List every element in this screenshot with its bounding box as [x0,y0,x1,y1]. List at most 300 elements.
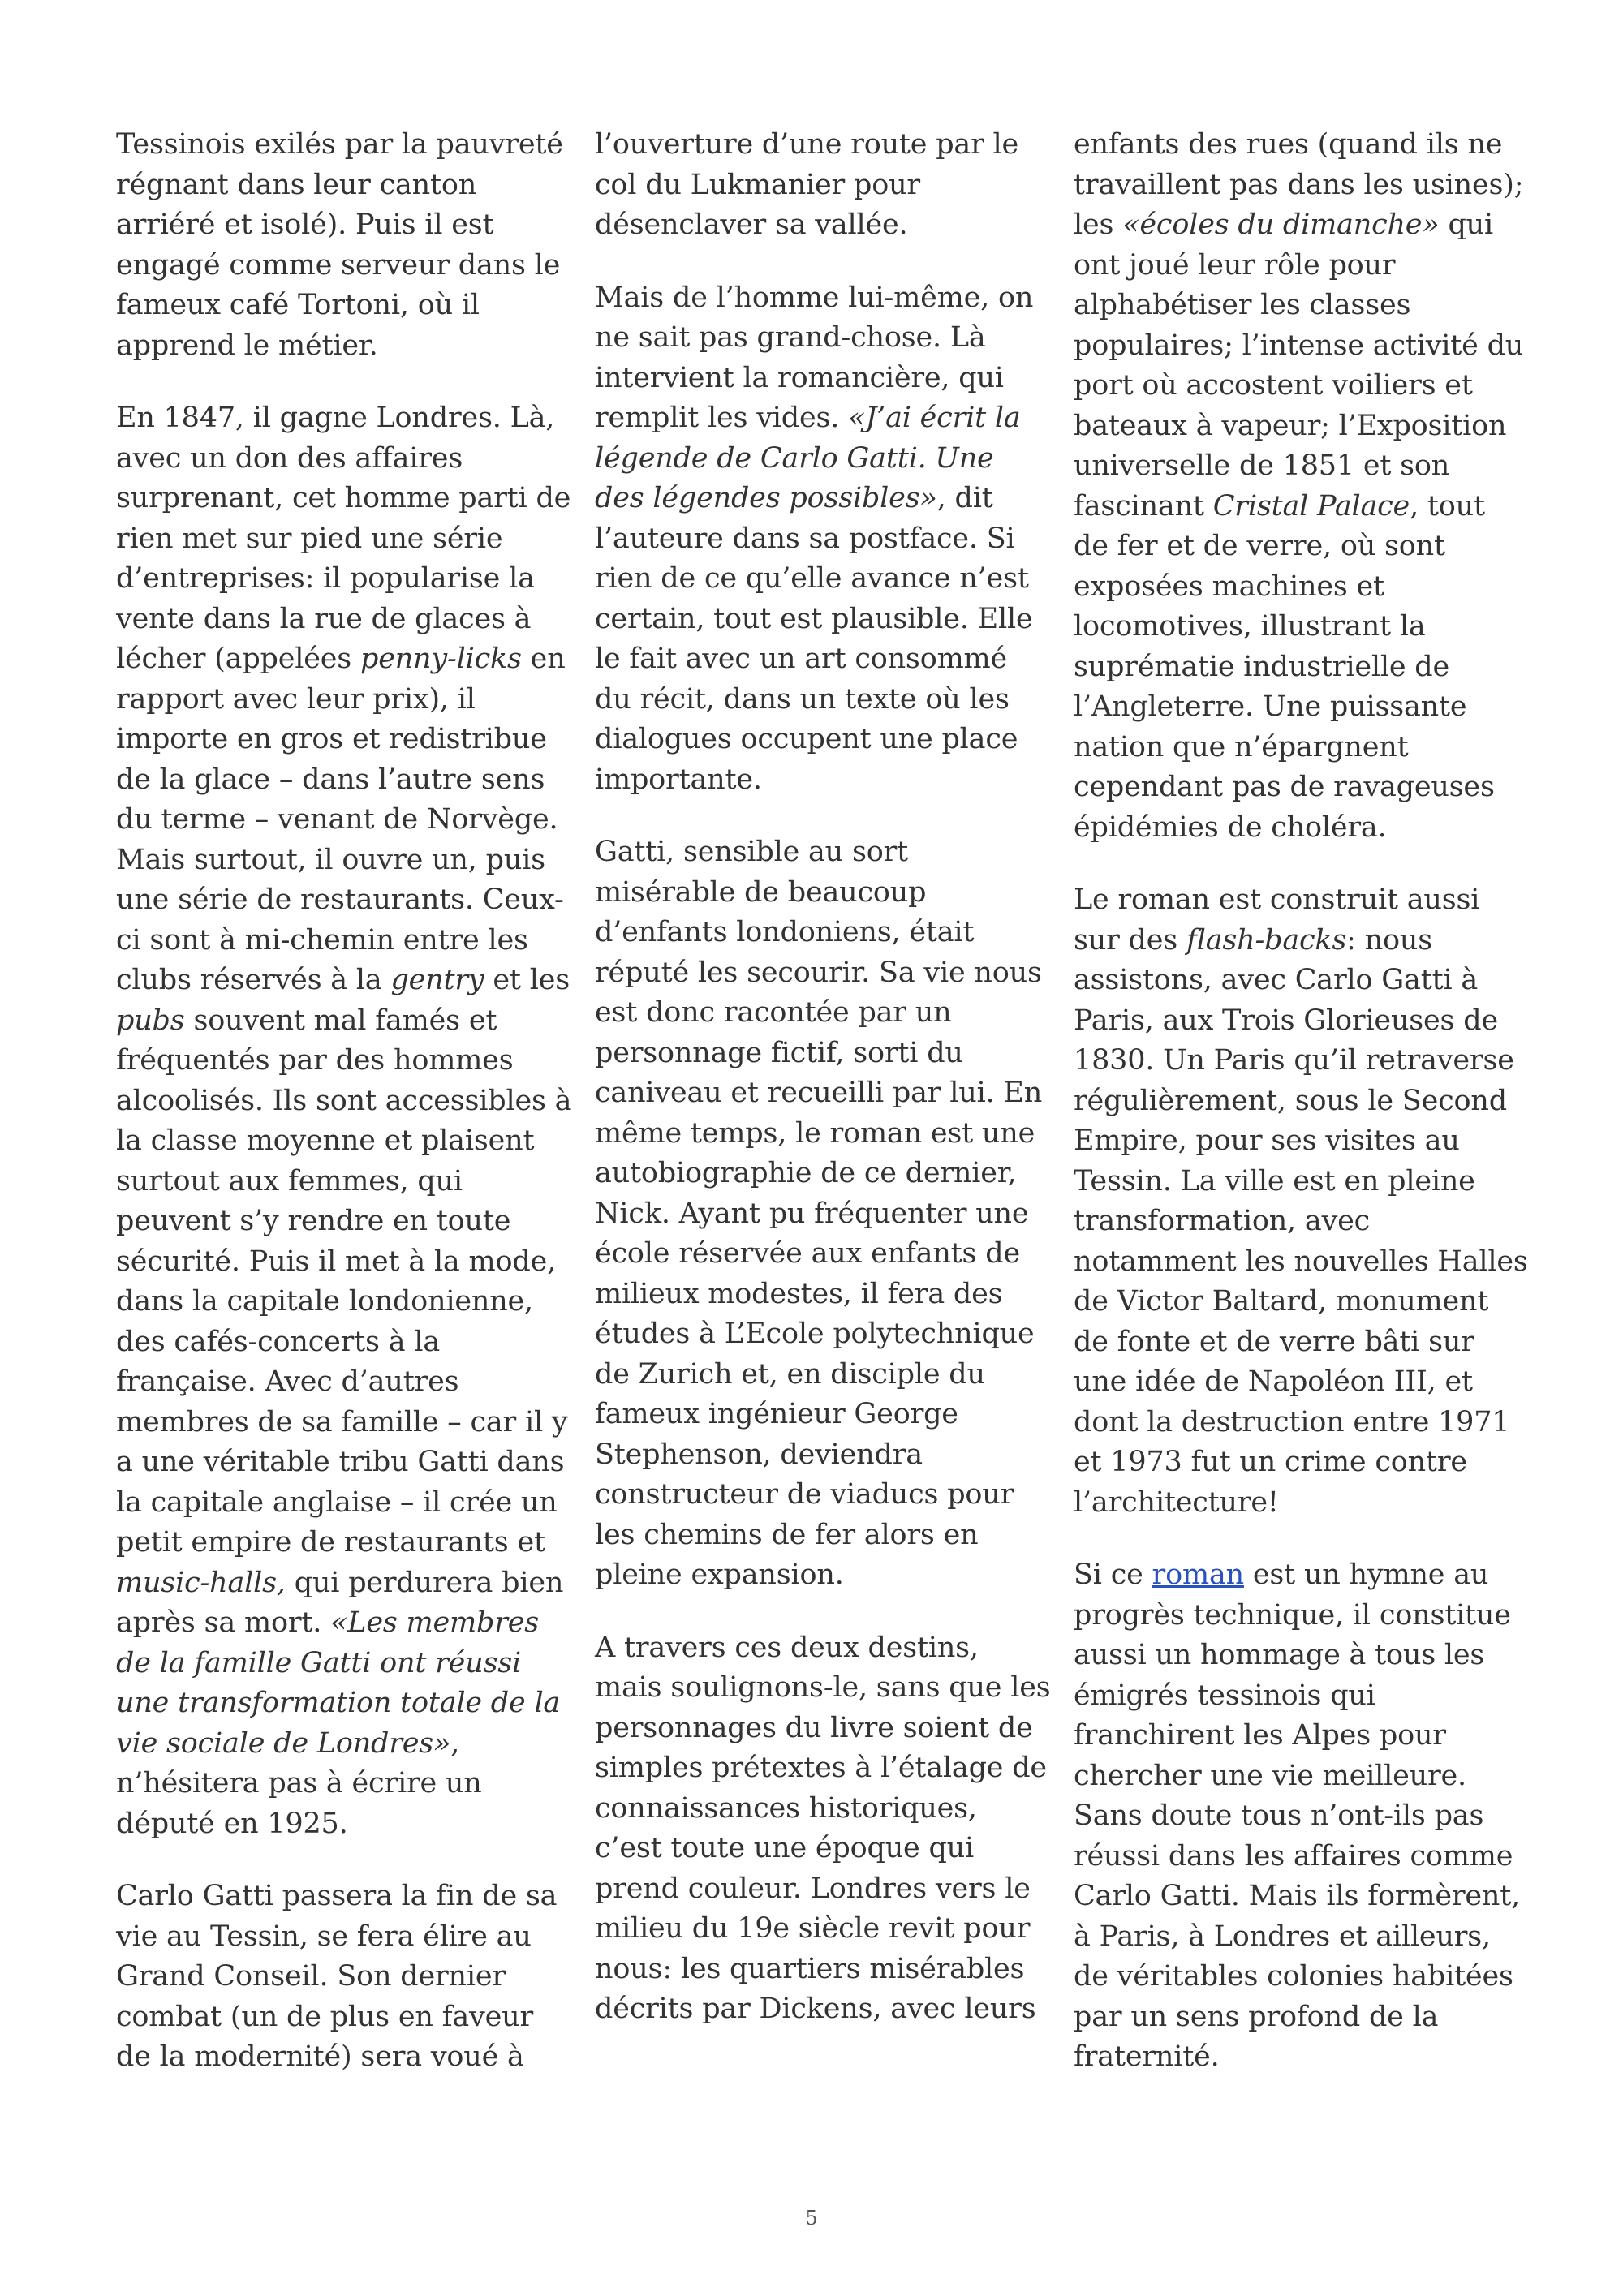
text-run: personnages du livre soient de [595,1711,1033,1744]
text-line [116,1121,575,1162]
text-run: Si ce [1074,1559,1152,1591]
text-run: Gatti, sensible au sort [595,836,908,868]
text-run: Carlo Gatti passera la fin de sa [116,1880,558,1912]
text-line [595,680,1053,720]
text-line [595,1628,1053,1669]
text-line [595,1395,1053,1435]
text-line [1074,205,1532,246]
text-line [1074,1041,1532,1081]
text-line [116,1804,575,1845]
text-run: une idée de Napoléon III, et [1074,1365,1473,1398]
text-line [116,479,575,519]
text-line [595,993,1053,1034]
text-line [1074,1877,1532,1917]
text-run: intervient la romancière, qui [595,361,1004,394]
text-line [116,921,575,961]
text-run: sécurité. Puis il met à la mode, [116,1245,557,1278]
text-line [595,913,1053,953]
text-line [1074,2037,1532,2078]
text-run: autobiographie de ce dernier, [595,1157,1017,1189]
text-line [1074,406,1532,447]
text-line [1074,366,1532,406]
text-line [595,1475,1053,1516]
text-run: misérable de beaucoup [595,875,927,909]
text-line [595,1073,1053,1114]
text-run: Le roman est construit aussi [1074,884,1480,916]
text-run: alphabétiser les classes [1074,289,1411,321]
text-line [595,1789,1053,1829]
italic-text: une transformation totale de la [116,1687,561,1719]
paragraph [1074,880,1532,1523]
text-line [1074,1796,1532,1837]
text-line [116,841,575,881]
text-run: de Victor Baltard, monument [1074,1285,1489,1318]
text-run: même temps, le roman est une [595,1116,1035,1150]
text-line [116,398,575,439]
italic-text: vie sociale de Londres» [116,1726,451,1760]
text-run: lécher (appelées [116,643,360,675]
text-line [116,1764,575,1804]
text-line [1074,1001,1532,1042]
text-line [595,1154,1053,1194]
text-run: d’enfants londoniens, était [595,916,975,948]
text-run: à Paris, à Londres et ailleurs, [1074,1920,1491,1953]
text-line [116,166,575,206]
text-run: émigrés tessinois qui [1074,1679,1375,1712]
text-line [595,1314,1053,1355]
text-run: En 1847, il gagne Londres. Là, [116,402,555,434]
text-line [116,760,575,801]
text-run: régnant dans leur canton [116,168,477,201]
text-run: suprématie industrielle de [1074,650,1449,683]
text-line [595,1114,1053,1154]
paragraph [116,1877,575,2078]
text-run: la capitale anglaise – il crée un [116,1486,558,1519]
italic-text: music-halls, [116,1566,286,1599]
text-line [1074,1282,1532,1322]
text-run: dans la capitale londonienne, [116,1285,533,1318]
text-run: alcoolisés. Ils sont accessibles à [116,1084,572,1117]
text-line [1074,607,1532,647]
text-line [595,1355,1053,1395]
text-line [1074,1756,1532,1797]
text-line [116,1001,575,1042]
text-run: fraternité. [1074,2040,1220,2073]
text-run: petit empire de restaurants et [116,1526,545,1559]
text-line [116,880,575,921]
text-run: ci sont à mi-chemin entre les [116,923,528,957]
text-run: dialogues occupent une place [595,723,1018,755]
paragraph [595,832,1053,1596]
text-run: port où accostent voiliers et [1074,369,1473,402]
text-run: désenclaver sa vallée. [595,209,908,241]
italic-text: légende de Carlo Gatti. Une [595,441,994,475]
text-line [595,559,1053,600]
text-run: personnage fictif, sorti du [595,1036,963,1069]
text-line [116,1162,575,1202]
text-line [595,720,1053,760]
page-number: 5 [805,2207,818,2229]
text-run: Carlo Gatti. Mais ils formèrent, [1074,1880,1521,1912]
text-run: engagé comme serveur dans le [116,248,561,282]
text-run: 1830. Un Paris qu’il retraverse [1074,1044,1514,1077]
text-line [1074,1596,1532,1636]
text-run: simples prétextes à l’étalage de [595,1752,1047,1784]
italic-text: Cristal Palace [1212,489,1410,522]
text-run: qui perdurera bien [285,1566,564,1599]
text-line [595,205,1053,246]
text-line [595,1194,1053,1235]
text-run: du terme – venant de Norvège. [116,803,558,836]
text-line [1074,1555,1532,1596]
text-run: de Zurich et, en disciple du [595,1357,985,1391]
text-line [116,720,575,760]
text-line [116,519,575,560]
text-line [595,1555,1053,1596]
text-line [1074,1716,1532,1756]
text-run: Empire, pour ses visites au [1074,1124,1460,1157]
text-run: en [521,643,566,675]
text-line [116,1362,575,1403]
text-line [116,439,575,479]
text-line [116,326,575,367]
text-line [116,680,575,720]
text-run: réussi dans les affaires comme [1074,1839,1513,1872]
text-run: et les [484,964,570,996]
text-line [1074,687,1532,728]
text-line [116,1483,575,1524]
text-run: clubs réservés à la [116,964,391,996]
text-run: est un hymne au [1243,1559,1489,1591]
text-run: Paris, aux Trois Glorieuses de [1074,1004,1498,1037]
text-run: qui [1439,209,1494,241]
text-run: vie au Tessin, se fera élire au [116,1920,532,1953]
text-line [595,1869,1053,1910]
text-line [595,639,1053,680]
text-run: transformation, avec [1074,1205,1371,1237]
text-line [1074,1443,1532,1483]
text-run: fréquentés par des hommes [116,1044,514,1077]
text-run: sur des [1074,923,1186,957]
text-line [1074,1957,1532,1997]
text-line [116,1997,575,2038]
text-line [595,1234,1053,1275]
text-line [116,1081,575,1122]
text-run: mais soulignons-le, sans que les [595,1671,1051,1704]
paragraph [116,398,575,1844]
text-line [116,559,575,600]
text-run: fameux café Tortoni, où il [116,289,480,321]
text-run: assistons, avec Carlo Gatti à [1074,964,1479,996]
text-line [595,832,1053,873]
text-run: l’Angleterre. Une puissante [1074,690,1467,723]
text-line [1074,246,1532,286]
text-run: aussi un hommage à tous les [1074,1639,1485,1671]
text-run: école réservée aux enfants de [595,1237,1020,1270]
text-run: l’architecture! [1074,1486,1279,1519]
text-run: régulièrement, sous le Second [1074,1084,1507,1117]
text-run: caniveau et recueilli par lui. En [595,1077,1043,1109]
text-run: Mais de l’homme lui-même, on [595,281,1034,314]
text-line [116,1644,575,1684]
text-line [1074,286,1532,326]
italic-text: de la famille Gatti ont réussi [116,1646,522,1679]
text-run: une série de restaurants. Ceux- [116,884,564,916]
text-line [1074,1997,1532,2038]
text-run: cependant pas de ravageuses [1074,771,1495,803]
text-line [595,318,1053,359]
paragraph [595,125,1053,246]
text-line [595,953,1053,994]
text-run: surprenant, cet homme parti de [116,482,571,514]
text-column-2 [595,125,1053,2062]
text-line [116,1917,575,1958]
text-run: française. Avec d’autres [116,1365,459,1398]
text-run: de la modernité) sera voué à [116,2040,524,2073]
text-line [116,800,575,841]
text-line [116,1322,575,1363]
text-run: populaires; l’intense activité du [1074,329,1524,362]
italic-text: pubs [116,1004,185,1037]
text-line [595,166,1053,206]
text-run: n’hésitera pas à écrire un [116,1767,482,1799]
text-line [1074,808,1532,849]
text-line [1074,647,1532,688]
text-run: après sa mort. [116,1606,331,1639]
text-run: arriéré et isolé). Puis il est [116,209,494,241]
text-run: les [1074,209,1123,241]
paragraph [595,1628,1053,2030]
text-line [116,1282,575,1322]
text-line [595,1829,1053,1869]
text-line [116,1403,575,1443]
text-line [116,1443,575,1483]
text-run: fascinant [1074,489,1213,522]
paragraph [116,125,575,366]
text-line [1074,1917,1532,1958]
text-run: apprend le métier. [116,329,378,362]
text-run: de fer et de verre, où sont [1074,530,1445,562]
text-run: Mais surtout, il ouvre un, puis [116,843,545,876]
italic-text: «écoles du dimanche» [1122,209,1440,241]
text-line [595,1909,1053,1950]
text-run: l’auteure dans sa postface. Si [595,522,1015,555]
text-run: constructeur de viaducs pour [595,1478,1014,1511]
text-run: fameux ingénieur George [595,1398,958,1430]
text-run: rien met sur pied une série [116,522,503,555]
text-line [595,278,1053,319]
text-line [595,1709,1053,1749]
text-line [595,760,1053,801]
text-run: , dit [936,482,993,514]
text-line [595,1668,1053,1709]
text-run: études à L’Ecole polytechnique [595,1318,1035,1350]
text-run: c’est toute une époque qui [595,1832,975,1864]
text-line [1074,567,1532,608]
text-run: nous: les quartiers misérables [595,1952,1025,1985]
text-line [116,639,575,680]
text-line [595,1435,1053,1476]
text-run: combat (un de plus en faveur [116,2000,534,2033]
text-line [595,125,1053,166]
text-line [1074,1322,1532,1363]
text-run: d’entreprises: il popularise la [116,562,535,595]
text-run: décrits par Dickens, avec leurs [595,1993,1036,2025]
text-run: est donc racontée par un [595,996,952,1029]
text-line [116,286,575,326]
text-run: vente dans la rue de glaces à [116,602,532,635]
text-run: nation que n’épargnent [1074,730,1409,763]
text-run: notamment les nouvelles Halles [1074,1245,1528,1278]
text-run: enfants des rues (quand ils ne [1074,128,1503,161]
text-line [116,1683,575,1724]
text-line [1074,527,1532,567]
text-line [116,961,575,1001]
text-run: Tessin. La ville est en pleine [1074,1164,1475,1197]
text-run: et 1973 fut un crime contre [1074,1446,1467,1478]
text-line [116,1957,575,1997]
text-run: de fonte et de verre bâti sur [1074,1325,1474,1358]
paragraph [1074,125,1532,848]
text-line [116,1563,575,1604]
text-run: connaissances historiques, [595,1791,977,1825]
text-run: remplit les vides. [595,402,849,434]
text-line [116,1877,575,1917]
text-line [116,125,575,166]
text-run: membres de sa famille – car il y [116,1405,568,1438]
text-line [1074,1403,1532,1443]
text-line [1074,728,1532,768]
text-run: dont la destruction entre 1971 [1074,1405,1510,1438]
text-run: universelle de 1851 et son [1074,449,1450,482]
roman-link[interactable]: roman [1152,1559,1244,1591]
text-line [595,359,1053,399]
text-run: Stephenson, deviendra [595,1438,923,1471]
text-run: du récit, dans un texte où les [595,682,1010,716]
text-run: col du Lukmanier pour [595,168,920,201]
text-line [116,246,575,286]
text-line [1074,487,1532,527]
text-line [1074,125,1532,166]
italic-text: gentry [390,964,484,996]
text-run: député en 1925. [116,1807,348,1840]
text-run: milieux modestes, il fera des [595,1277,1003,1310]
text-line [1074,1837,1532,1877]
text-run: bateaux à vapeur; l’Exposition [1074,409,1507,442]
text-run: ne sait pas grand-chose. Là [595,321,986,354]
text-line [1074,767,1532,808]
text-run: de la glace – dans l’autre sens [116,763,545,796]
italic-text: penny-licks [359,643,522,675]
text-column-3 [1074,125,1532,2110]
text-line [1074,921,1532,961]
text-run: a une véritable tribu Gatti dans [116,1446,565,1478]
text-run: milieu du 19e siècle revit pour [595,1912,1031,1945]
text-run: le fait avec un art consommé [595,643,1008,675]
text-run: , tout [1410,489,1485,522]
text-line [1074,166,1532,206]
text-line [595,439,1053,479]
text-line [595,1034,1053,1074]
text-line [1074,1202,1532,1242]
text-line [116,1242,575,1283]
text-run: l’ouverture d’une route par le [595,128,1019,161]
text-line [595,1275,1053,1315]
text-run: épidémies de choléra. [1074,810,1387,844]
paragraph [1074,1555,1532,2078]
text-line [595,519,1053,560]
text-run: peuvent s’y rendre en toute [116,1205,511,1237]
text-run: ont joué leur rôle pour [1074,248,1396,282]
italic-text: des légendes possibles» [595,482,937,514]
text-line [116,1202,575,1242]
text-line [116,1724,575,1765]
text-run: rien de ce qu’elle avance n’est [595,562,1029,595]
text-line [1074,1121,1532,1162]
text-line [116,1041,575,1081]
text-line [116,2037,575,2078]
text-line [1074,961,1532,1001]
paragraph [595,278,1053,801]
text-line [116,1603,575,1644]
text-line [116,1523,575,1563]
text-line [595,1950,1053,1990]
text-run: rapport avec leur prix), il [116,682,476,716]
text-run: prend couleur. Londres vers le [595,1872,1031,1905]
text-line [1074,1676,1532,1717]
text-run: travaillent pas dans les usines); [1074,168,1524,201]
italic-text: «Les membres [330,1606,540,1639]
text-run: , [450,1726,460,1760]
text-run: les chemins de fer alors en [595,1518,979,1551]
text-run: importe en gros et redistribue [116,723,547,755]
text-line [1074,880,1532,921]
text-line [1074,446,1532,487]
text-line [595,600,1053,640]
text-run: importante. [595,763,762,796]
text-run: progrès technique, il constitue [1074,1598,1511,1632]
text-run: des cafés-concerts à la [116,1325,440,1358]
text-run: A travers ces deux destins, [595,1631,979,1664]
text-line [1074,1636,1532,1676]
text-line [595,1516,1053,1556]
text-run: pleine expansion. [595,1559,844,1591]
text-run: par un sens profond de la [1074,2000,1439,2033]
text-line [595,1989,1053,2030]
text-run: locomotives, illustrant la [1074,610,1426,643]
italic-text: «J’ai écrit la [848,402,1021,434]
text-run: Nick. Ayant pu fréquenter une [595,1197,1029,1230]
text-line [1074,1162,1532,1202]
text-run: franchirent les Alpes pour [1074,1719,1446,1752]
text-run: chercher une vie meilleure. [1074,1759,1466,1792]
text-line [116,600,575,640]
text-run: certain, tout est plausible. Elle [595,602,1033,635]
text-line [1074,326,1532,367]
text-run: réputé les secourir. Sa vie nous [595,956,1042,989]
italic-text: flash-backs [1186,923,1347,957]
text-line [595,479,1053,519]
text-run: de véritables colonies habitées [1074,1960,1513,1993]
text-run: souvent mal famés et [184,1004,497,1037]
text-line [595,398,1053,439]
text-run: la classe moyenne et plaisent [116,1124,535,1157]
text-line [1074,1362,1532,1403]
text-run: Tessinois exilés par la pauvreté [116,128,563,161]
text-run: Sans doute tous n’ont-ils pas [1074,1799,1484,1832]
text-run: exposées machines et [1074,570,1384,603]
text-line [1074,1081,1532,1122]
